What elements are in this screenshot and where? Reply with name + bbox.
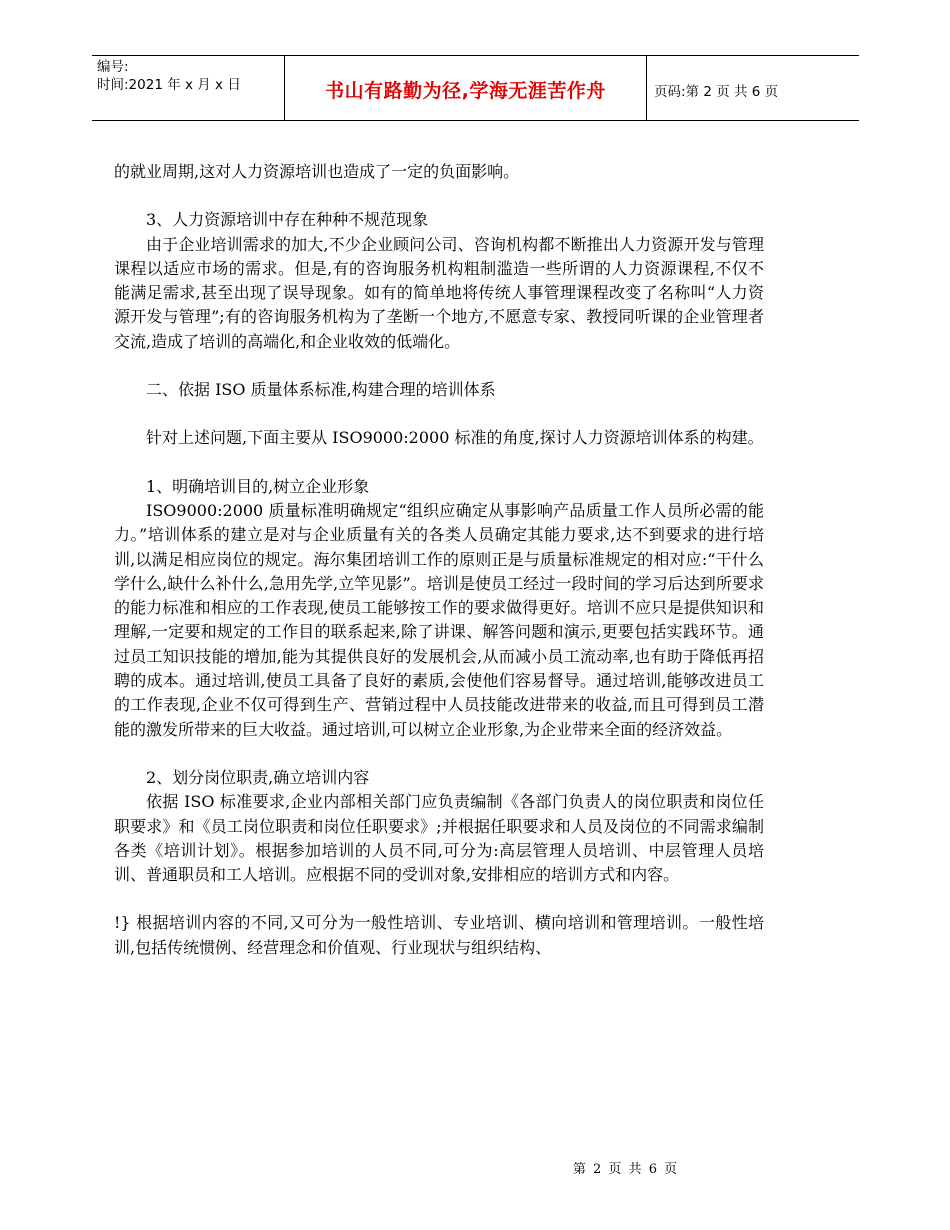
header-info-cell: [92, 56, 285, 120]
document-body: [114, 160, 764, 960]
section-heading: 2、划分岗位职责,确立培训内容: [146, 767, 370, 787]
paragraph: 的就业周期,这对人力资源培训也造成了一定的负面影响。: [114, 162, 520, 181]
time-line: 时间:2021 年 x 月 x 日: [97, 77, 241, 93]
paragraph: !} 根据培训内容的不同,又可分为一般性培训、专业培训、横向培训和管理培训。一般性培训,包括传统惯例、经营理念和价值观、行业现状与组织结构、: [114, 913, 764, 957]
motto: 书山有路勤为径,学海无涯苦作舟: [325, 80, 606, 102]
page-footer: 第 2 页 共 6 页: [572, 1162, 678, 1177]
header-motto-cell: [285, 56, 647, 120]
section-heading: 3、人力资源培训中存在种种不规范现象: [146, 210, 429, 230]
number-label: 编号:: [97, 59, 129, 75]
paragraph: 由于企业培训需求的加大,不少企业顾问公司、咨询机构都不断推出人力资源开发与管理课程以适应市场的需求。但是,有的咨询服务机构粗制滥造一些所谓的人力资源课程,不仅不能满足需求,甚至出现了误导现象。如有的简单地将传统人事管理课程改变了名称叫“人力资源开发与管理”;有的咨询服务机构为了垄断一个地方,不愿意专家、教授同听课的企业管理者交流,造成了培训的高端化,和企业收效的低端化。: [114, 234, 764, 351]
paragraph: ISO9000:2000 质量标准明确规定“组织应确定从事影响产品质量工作人员所必需的能力。”培训体系的建立是对与企业质量有关的各类人员确定其能力要求,达不到要求的进行培训,以满足相应岗位的规定。海尔集团培训工作的原则正是与质量标准规定的相对应:“干什么学什么,缺什么补什么,急用先学,立竿见影”。培训是使员工经过一段时间的学习后达到所要求的能力标准和相应的工作表现,使员工能够按工作的要求做得更好。培训不应只是提供知识和理解,一定要和规定的工作目的联系起来,除了讲课、解答问题和演示,更要包括实践环节。通过员工知识技能的增加,能为其提供良好的发展机会,从而减小员工流动率,也有助于降低再招聘的成本。通过培训,使员工具备了良好的素质,会使他们容易督导。通过培训,能够改进员工的工作表现,企业不仅可得到生产、营销过程中人员技能改进带来的收益,而且可得到员工潜能的激发所带来的巨大收益。通过培训,可以树立企业形象,为企业带来全面的经济效益。: [114, 500, 764, 739]
paragraph: 依据 ISO 标准要求,企业内部相关部门应负责编制《各部门负责人的岗位职责和岗位任职要求》和《员工岗位职责和岗位任职要求》;并根据任职要求和人员及岗位的不同需求编制各类《培训计划》。根据参加培训的人员不同,可分为:高层管理人员培训、中层管理人员培训、普通职员和工人培训。应根据不同的受训对象,安排相应的培训方式和内容。: [114, 792, 764, 885]
page-header: [92, 55, 859, 121]
section-heading: 1、明确培训目的,树立企业形象: [146, 476, 370, 496]
section-heading: 二、依据 ISO 质量体系标准,构建合理的培训体系: [146, 380, 496, 400]
header-page-info: 页码:第 2 页 共 6 页: [654, 84, 779, 100]
paragraph: 针对上述问题,下面主要从 ISO9000:2000 标准的角度,探讨人力资源培训体系的构建。: [146, 428, 764, 448]
